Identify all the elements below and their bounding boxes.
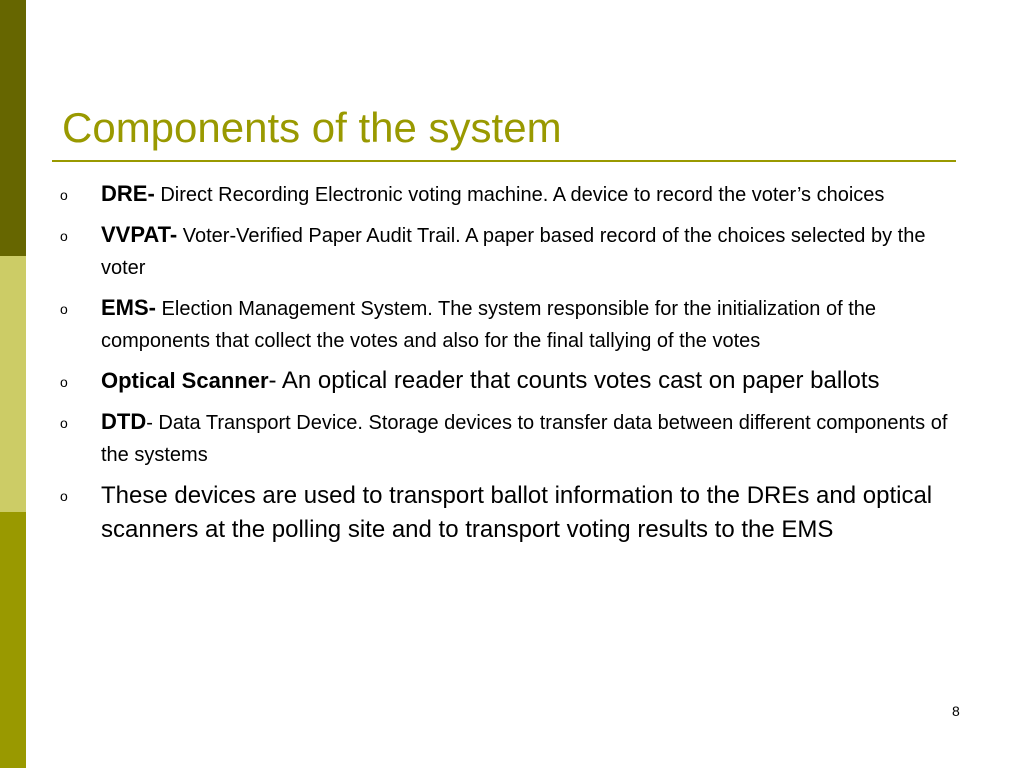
bullet-term: Optical Scanner: [101, 368, 269, 393]
bullet-description: - An optical reader that counts votes cast on paper ballots: [268, 367, 880, 394]
bullet-list: [60, 178, 950, 555]
bullet-ems: [60, 292, 950, 357]
bullet-dre: [60, 178, 950, 211]
title-divider: [52, 160, 956, 162]
bullet-summary: [60, 479, 950, 547]
side-bar-light-segment: [0, 256, 26, 512]
bullet-text: These devices are used to transport ballot information to the DREs and optical scanners at the polling site and to transport voting results to the EMS: [101, 482, 933, 543]
slide-title: Components of the system: [62, 104, 562, 151]
bullet-dtd: [60, 406, 950, 471]
side-bar-dark-segment: [0, 0, 26, 256]
bullet-marker: o: [60, 228, 68, 244]
bullet-term: EMS-: [101, 295, 156, 320]
bullet-optical-scanner: [60, 365, 950, 398]
bullet-marker: o: [60, 187, 68, 203]
bullet-description: Election Management System. The system responsible for the initialization of the components that collect the votes and also for the final tallying of the votes: [101, 298, 876, 352]
bullet-description: - Data Transport Device. Storage devices to transfer data between different components of the systems: [101, 412, 948, 466]
bullet-marker: o: [60, 415, 68, 431]
page-number: 8: [952, 703, 960, 719]
bullet-description: Voter-Verified Paper Audit Trail. A paper based record of the choices selected by the voter: [101, 225, 926, 279]
bullet-marker: o: [60, 374, 68, 390]
bullet-term: DTD: [101, 409, 147, 434]
bullet-description: Direct Recording Electronic voting machine. A device to record the voter’s choices: [154, 184, 885, 206]
bullet-term: DRE-: [101, 181, 155, 206]
bullet-term: VVPAT-: [101, 222, 178, 247]
side-bar-mid-segment: [0, 512, 26, 768]
bullet-marker: o: [60, 488, 68, 504]
bullet-vvpat: [60, 219, 950, 284]
bullet-marker: o: [60, 301, 68, 317]
